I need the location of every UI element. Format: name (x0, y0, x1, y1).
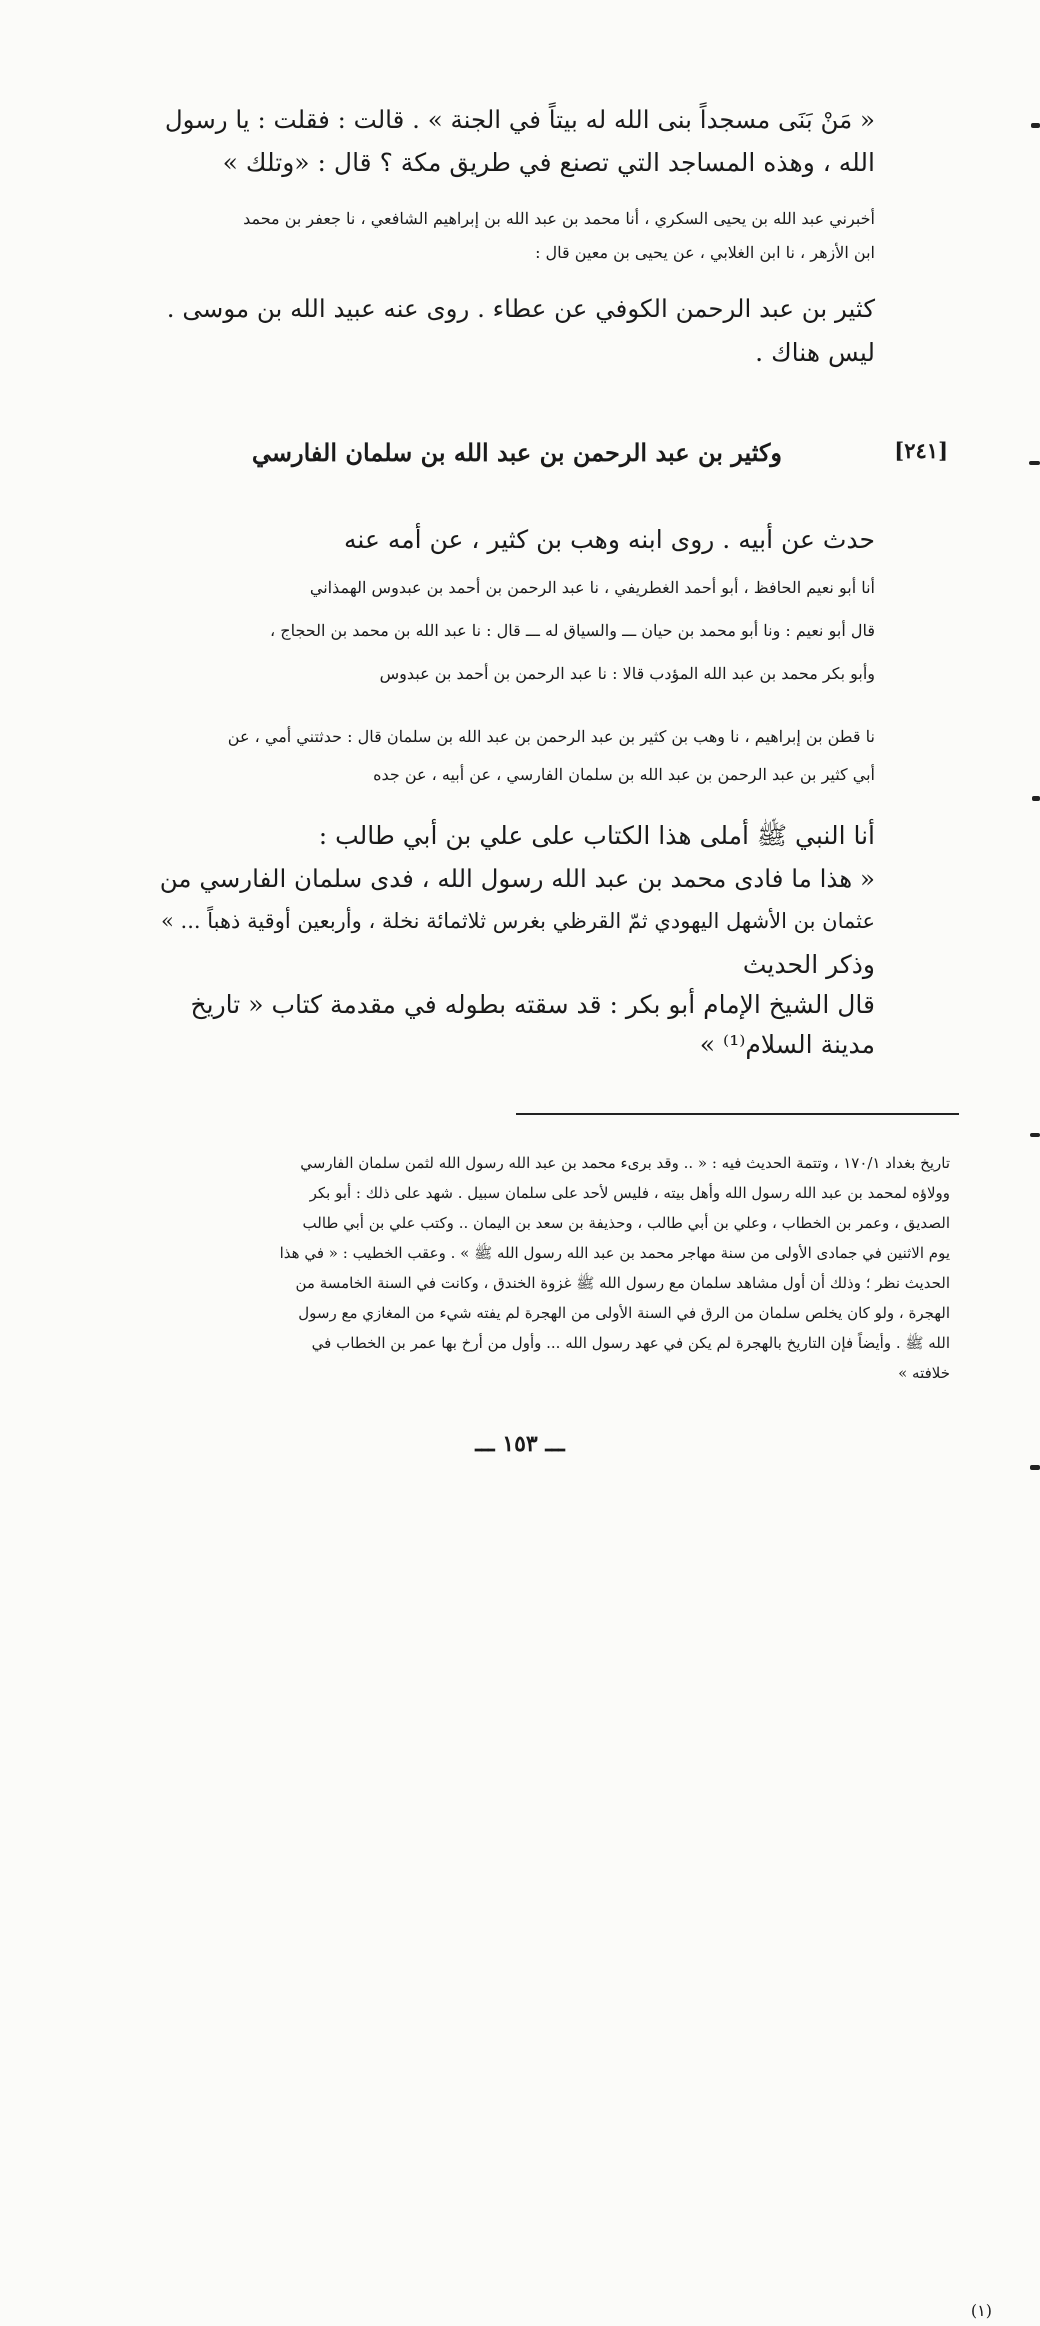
hadith-text (155, 814, 875, 986)
footnote-line: الله ﷺ . وأيضاً فإن التاريخ بالهجرة لم يكن في عهد رسول الله ... وأول من أرخ بها عمر بن الخطاب في (311, 1334, 950, 1352)
footnote (155, 1148, 950, 1388)
footnote-line: وولاؤه لمحمد بن عبد الله رسول الله وأهل بيته ، فليس لأحد على سلمان سبيل . شهد على ذلك : أبو بكر (309, 1184, 950, 1202)
footnote-line: الصديق ، وعمر بن الخطاب ، وعلي بن أبي طالب ، وحذيفة بن سعد بن اليمان .. وكتب علي بن أبي طالب (302, 1214, 950, 1232)
text-line: أنا النبي ﷺ أملى هذا الكتاب على علي بن أبي طالب : (318, 821, 875, 850)
text-line: حدث عن أبيه . روى ابنه وهب بن كثير ، عن أمه عنه (344, 525, 875, 554)
footnote-marker: (١) (970, 2301, 992, 2320)
entry-heading: وكثير بن عبد الرحمن بن عبد الله بن سلمان الفارسي (251, 438, 782, 467)
scan-edge-mark (1031, 123, 1040, 128)
footnote-line: الهجرة ، ولو كان يخلص سلمان من الرق في السنة الأولى من الهجرة لم يفته شيء من المغازي مع رسول (298, 1304, 950, 1322)
page-number: ـــ ١٥٣ ـــ (475, 1431, 565, 1457)
footnote-line: خلافته » (898, 1364, 950, 1382)
text-line: مدينة السلام⁽¹⁾ » (699, 1030, 875, 1059)
isnad-line: ابن الأزهر ، نا ابن الغلابي ، عن يحيى بن معين قال : (535, 243, 875, 262)
scan-edge-mark (1030, 1465, 1040, 1470)
scan-edge-mark (1032, 796, 1040, 801)
text-line: « هذا ما فادى محمد بن عبد الله رسول الله ، فدى سلمان الفارسي من (159, 864, 875, 893)
isnad-line: أنا أبو نعيم الحافظ ، أبو أحمد الغطريفي ، نا عبد الرحمن بن أحمد بن عبدوس الهمذاني (309, 578, 875, 597)
footnote-line: يوم الاثنين في جمادى الأولى من سنة مهاجر محمد بن عبد الله رسول الله ﷺ » . وعقب الخطيب : « في هذا (279, 1244, 950, 1262)
sheikh-note (155, 985, 875, 1065)
footnote-divider (516, 1113, 959, 1115)
text-line: وذكر الحديث (742, 950, 875, 979)
isnad-chain-2 (155, 566, 875, 695)
isnad-line: أخبرني عبد الله بن يحيى السكري ، أنا محمد بن عبد الله بن إبراهيم الشافعي ، نا جعفر بن محمد (243, 209, 875, 228)
text-line: « مَنْ بَنَى مسجداً بنى الله له بيتاً في الجنة » . قالت : فقلت : يا رسول (164, 105, 875, 134)
text-line: الله ، وهذه المساجد التي تصنع في طريق مكة ؟ قال : «وتلك » (222, 148, 875, 177)
text-line: كثير بن عبد الرحمن الكوفي عن عطاء . روى عنه عبيد الله بن موسى . (166, 294, 875, 323)
scan-edge-mark (1030, 1133, 1040, 1137)
entry-240-text (155, 287, 875, 375)
scan-edge-mark (1029, 461, 1040, 465)
footnote-line: تاريخ بغداد ١٧٠/١ ، وتتمة الحديث فيه : « .. وقد برىء محمد بن عبد الله رسول الله لثمن سلمان الفارسي (300, 1154, 950, 1172)
isnad-line: نا قطن بن إبراهيم ، نا وهب بن كثير بن عبد الرحمن بن عبد الله بن سلمان قال : حدثتني أمي ، عن (227, 727, 875, 746)
entry-241-intro (155, 519, 875, 561)
text-line: ليس هناك . (755, 338, 875, 367)
footnote-line: الحديث نظر ؛ وذلك أن أول مشاهد سلمان مع رسول الله ﷺ غزوة الخندق ، وكانت في السنة الخامسة من (295, 1274, 950, 1292)
entry-number: [٢٤١] (894, 438, 948, 463)
isnad-line: أبي كثير بن عبد الرحمن بن عبد الله بن سلمان الفارسي ، عن أبيه ، عن جده (373, 765, 875, 784)
isnad-line: قال أبو نعيم : ونا أبو محمد بن حيان ـــ والسياق له ـــ قال : نا عبد الله بن محمد بن الحجاج ، (270, 621, 875, 640)
isnad-chain-3 (155, 718, 875, 794)
isnad-line: وأبو بكر محمد بن عبد الله المؤدب قالا : نا عبد الرحمن بن أحمد بن عبدوس (379, 664, 875, 683)
text-line: قال الشيخ الإمام أبو بكر : قد سقته بطوله في مقدمة كتاب « تاريخ (190, 990, 875, 1019)
text-line: عثمان بن الأشهل اليهودي ثمّ القرظي بغرس ثلاثمائة نخلة ، وأربعين أوقية ذهباً ... » (161, 909, 875, 933)
isnad-chain-1 (155, 202, 875, 270)
top-quote-paragraph (155, 98, 875, 184)
